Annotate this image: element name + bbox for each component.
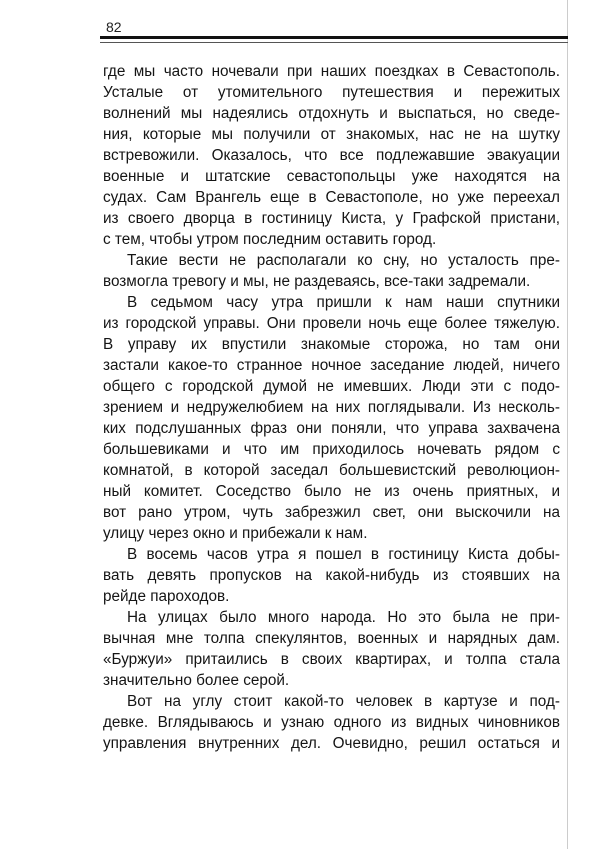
text-line: управления внутренних дел. Очевидно, решил остаться и	[103, 735, 560, 752]
text-line: Усталые от утомительного путешествия и пережитых	[103, 84, 560, 101]
text-line: с тем, чтобы утром последним оставить город.	[103, 231, 437, 248]
text-line: встревожили. Оказалось, что все подлежавшие эвакуации	[103, 147, 560, 164]
text-line: ких подслушанных фраз они поняли, что управа захвачена	[103, 420, 560, 437]
text-line: ный комитет. Соседство было не из очень приятных, и	[103, 483, 560, 500]
text-line: В восемь часов утра я пошел в гостиницу Киста добы-	[127, 546, 560, 563]
text-line: На улицах было много народа. Но это была не при-	[127, 609, 560, 626]
text-line: зрением и недружелюбием на них поглядывали. Из несколь-	[103, 399, 560, 416]
text-line: комнатой, в которой заседал большевистский революцион-	[103, 462, 560, 479]
text-line: вать девять пропусков на какой-нибудь из стоявших на	[103, 567, 560, 584]
text-line: вот рано утром, чуть забрезжил свет, они выскочили на	[103, 504, 560, 521]
text-line: улицу через окно и прибежали к нам.	[103, 525, 368, 542]
text-line: возмогла тревогу и мы, не раздеваясь, все-таки задремали.	[103, 273, 531, 290]
text-line: большевиками и что им приходилось ночевать рядом с	[103, 441, 560, 458]
text-line: Вот на углу стоит какой-то человек в картузе и под-	[127, 693, 560, 710]
text-line: значительно более серой.	[103, 672, 290, 689]
text-line: общего с городской думой не имевших. Люди эти с подо-	[103, 378, 560, 395]
text-line: застали какое-то странное ночное заседание людей, ничего	[103, 357, 560, 374]
text-line: девке. Вглядываюсь и узнаю одного из видных чиновников	[103, 714, 560, 731]
text-line: вычная мне толпа спекулянтов, военных и нарядных дам.	[103, 630, 560, 647]
page-number: 82	[106, 19, 122, 35]
body-text	[103, 61, 560, 754]
text-line: волнений мы надеялись отдохнуть и выспаться, но сведе-	[103, 105, 560, 122]
text-line: В управу их впустили знакомые сторожа, но там они	[103, 336, 560, 353]
text-line: Такие вести не располагали ко сну, но усталость пре-	[127, 252, 560, 269]
scan-edge-line	[567, 0, 568, 849]
text-line: где мы часто ночевали при наших поездках в Севастополь.	[103, 63, 560, 80]
text-line: из своего дворца в гостиницу Киста, у Графской пристани,	[103, 210, 560, 227]
text-line: ния, которые мы получили от знакомых, нас не на шутку	[103, 126, 560, 143]
text-line: судах. Сам Врангель еще в Севастополе, но уже переехал	[103, 189, 560, 206]
text-line: из городской управы. Они провели ночь еще более тяжелую.	[103, 315, 560, 332]
text-line: военные и штатские севастопольцы уже находятся на	[103, 168, 560, 185]
text-line: рейде пароходов.	[103, 588, 230, 605]
text-line: «Буржуи» притаились в своих квартирах, и толпа стала	[103, 651, 560, 668]
text-line: В седьмом часу утра пришли к нам наши спутники	[127, 294, 560, 311]
header-rule-thick	[100, 36, 568, 39]
header-rule-thin	[100, 42, 568, 43]
